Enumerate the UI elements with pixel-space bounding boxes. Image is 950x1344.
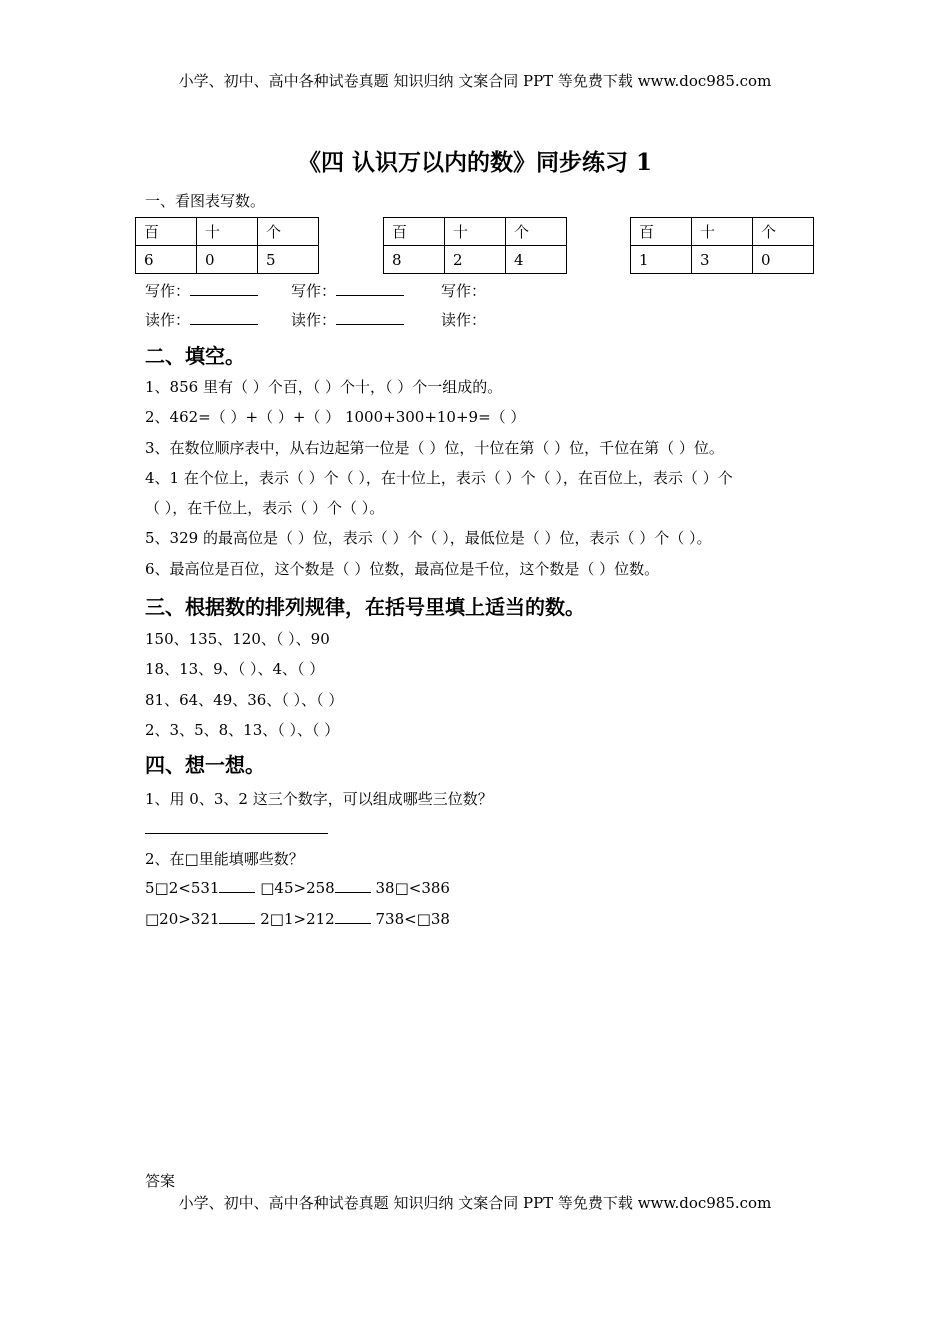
answer-blank[interactable] <box>336 281 404 296</box>
fill-item: 5、329 的最高位是（ ）位，表示（ ）个（ ），最低位是（ ）位，表示（ ）个（ ）。 <box>145 529 712 547</box>
fill-item-continued: （ ），在千位上，表示（ ）个（ ）。 <box>145 499 385 517</box>
table-cell: 4 <box>506 246 567 274</box>
read-label: 读作： <box>145 311 191 329</box>
table-cell: 个 <box>506 218 567 246</box>
table-cell: 5 <box>258 246 319 274</box>
read-label: 读作： <box>441 311 487 329</box>
table-cell: 8 <box>384 246 445 274</box>
place-value-table-1 <box>135 217 319 274</box>
inequality: □20>321 <box>145 910 220 928</box>
table-cell: 0 <box>753 246 814 274</box>
inequality: 2□1>212 <box>260 910 335 928</box>
think-question-2: 2、在□里能填哪些数？ <box>145 850 304 868</box>
write-label: 写作： <box>291 282 337 300</box>
read-answer-3 <box>441 309 486 330</box>
inequality: 5□2<531 <box>145 879 220 897</box>
table-cell: 6 <box>136 246 197 274</box>
answer-label: 答案 <box>145 1172 176 1190</box>
table-cell: 2 <box>445 246 506 274</box>
write-label: 写作： <box>145 282 191 300</box>
inequality: □45>258 <box>260 879 335 897</box>
fill-item: 3、在数位顺序表中，从右边起第一位是（ ）位，十位在第（ ）位，千位在第（ ）位。 <box>145 439 724 457</box>
table-cell: 百 <box>384 218 445 246</box>
inequality-row-1 <box>145 878 450 897</box>
read-label: 读作： <box>291 311 337 329</box>
sequence-item: 150、135、120、（ ）、90 <box>145 630 330 648</box>
table-cell: 十 <box>197 218 258 246</box>
section4-heading: 四、想一想。 <box>145 753 265 777</box>
table-cell: 3 <box>692 246 753 274</box>
page-title: 《四 认识万以内的数》同步练习 1 <box>297 149 653 176</box>
section2-heading: 二、填空。 <box>145 344 245 368</box>
write-answer-2 <box>291 280 404 301</box>
fill-item: 4、1 在个位上，表示（ ）个（ ），在十位上，表示（ ）个（ ），在百位上，表示（ ）个 <box>145 469 733 487</box>
table-cell: 百 <box>631 218 692 246</box>
inequality: 38□<386 <box>375 879 450 897</box>
page-footer: 小学、初中、高中各种试卷真题 知识归纳 文案合同 PPT 等免费下载 www.doc985.com <box>178 1194 772 1212</box>
write-label: 写作： <box>441 282 487 300</box>
table-cell: 个 <box>258 218 319 246</box>
sequence-item: 2、3、5、8、13、（ ）、（ ） <box>145 721 340 739</box>
answer-blank[interactable] <box>219 909 255 924</box>
write-answer-3 <box>441 280 486 301</box>
sequence-item: 18、13、9、（ ）、4、（ ） <box>145 660 325 678</box>
table-cell: 0 <box>197 246 258 274</box>
fill-item: 1、856 里有（ ）个百，（ ）个十，（ ）个一组成的。 <box>145 378 503 396</box>
answer-blank[interactable] <box>335 909 371 924</box>
section1-heading: 一、看图表写数。 <box>145 192 266 210</box>
read-answer-1 <box>145 309 258 330</box>
table-cell: 十 <box>692 218 753 246</box>
answer-blank[interactable] <box>336 310 404 325</box>
write-answer-1 <box>145 280 258 301</box>
read-answer-2 <box>291 309 404 330</box>
fill-item: 2、462=（ ）+（ ）+（ ） 1000+300+10+9=（ ） <box>145 408 526 426</box>
answer-line[interactable] <box>145 833 328 834</box>
table-cell: 个 <box>753 218 814 246</box>
answer-blank[interactable] <box>190 281 258 296</box>
table-cell: 百 <box>136 218 197 246</box>
table-cell: 1 <box>631 246 692 274</box>
answer-blank[interactable] <box>219 878 255 893</box>
section3-heading: 三、根据数的排列规律，在括号里填上适当的数。 <box>145 595 585 619</box>
answer-blank[interactable] <box>335 878 371 893</box>
answer-blank[interactable] <box>190 310 258 325</box>
inequality-row-2 <box>145 909 450 928</box>
sequence-item: 81、64、49、36、（ ）、（ ） <box>145 691 344 709</box>
inequality: 738<□38 <box>375 910 450 928</box>
think-question-1: 1、用 0、3、2 这三个数字，可以组成哪些三位数？ <box>145 790 493 808</box>
fill-item: 6、最高位是百位，这个数是（ ）位数，最高位是千位，这个数是（ ）位数。 <box>145 560 660 578</box>
table-cell: 十 <box>445 218 506 246</box>
place-value-table-2 <box>383 217 567 274</box>
page-header: 小学、初中、高中各种试卷真题 知识归纳 文案合同 PPT 等免费下载 www.doc985.com <box>178 72 772 90</box>
place-value-table-3 <box>630 217 814 274</box>
